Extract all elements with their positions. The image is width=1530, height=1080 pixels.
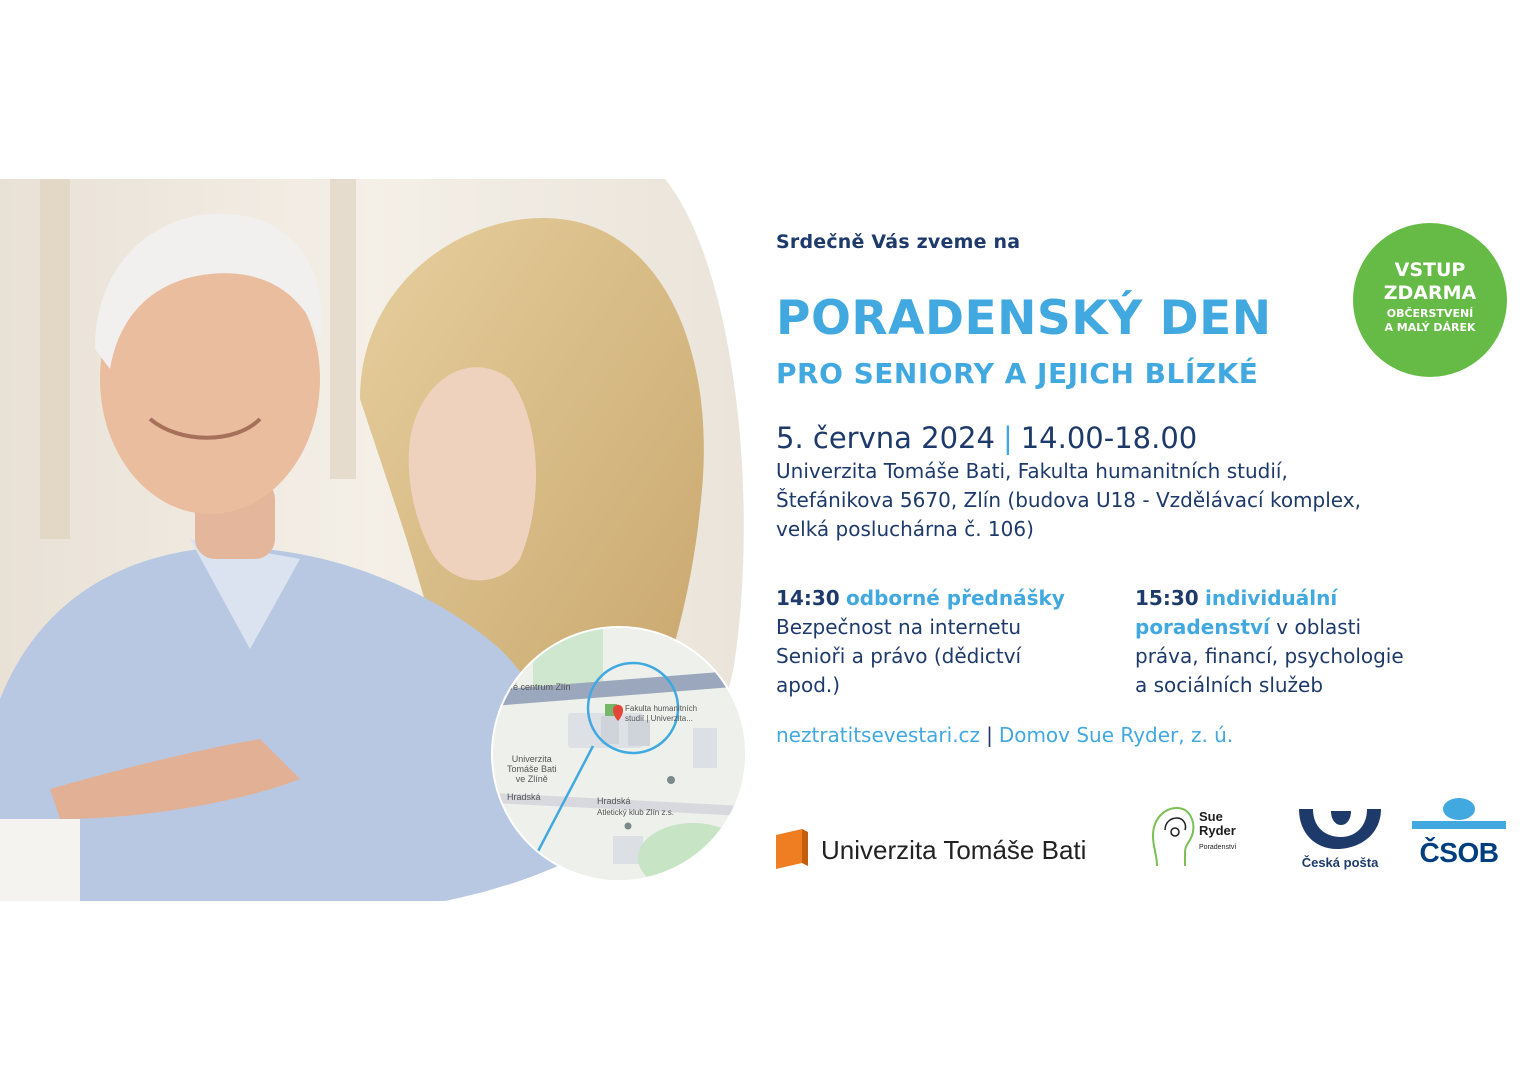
address-line: velká posluchárna č. 106): [776, 517, 1034, 541]
location-map[interactable]: [493, 628, 745, 880]
sue-ryder-logo: [1149, 804, 1249, 874]
program-title-cont: poradenství: [1135, 615, 1270, 639]
badge-line: OBČERSTVENÍ: [1386, 307, 1474, 320]
event-time: 14.00-18.00: [1020, 421, 1198, 455]
invitation-text: Srdečně Vás zveme na: [776, 231, 1021, 253]
event-title: PORADENSKÝ DEN: [776, 291, 1272, 346]
map-label-university: Univerzita Tomáše Bati ve Zlíně: [507, 754, 557, 784]
map-label-street1: Hradská: [507, 792, 541, 802]
event-content: [776, 179, 1516, 901]
event-subtitle: PRO SENIORY A JEJICH BLÍZKÉ: [776, 357, 1259, 390]
program-line: v oblasti: [1276, 615, 1362, 639]
map-label-faculty: Fakulta humanitních studií | Univerzita...: [625, 704, 698, 723]
program-line: apod.): [776, 673, 841, 697]
event-address: [776, 457, 1466, 544]
utb-logo-text: Univerzita Tomáše Bati: [821, 835, 1087, 865]
map-label-street2: Hradská: [597, 796, 631, 806]
contact-links: [776, 723, 1233, 747]
sue-ryder-name: Sue: [1199, 809, 1223, 824]
program-title: odborné přednášky: [846, 586, 1065, 610]
sue-ryder-head-icon: [1149, 804, 1197, 870]
sue-ryder-tagline: Poradenství: [1199, 844, 1237, 851]
date-time: [776, 421, 1197, 455]
program-lectures: [776, 584, 1116, 700]
website-link[interactable]: neztratitsevestari.cz: [776, 723, 981, 747]
organizer-link[interactable]: Domov Sue Ryder, z. ú.: [998, 723, 1234, 747]
program-line: práva, financí, psychologie: [1135, 644, 1404, 668]
address-line: Univerzita Tomáše Bati, Fakulta humanitních studií,: [776, 459, 1288, 483]
ceska-posta-logo: [1295, 805, 1385, 875]
badge-line: VSTUP: [1394, 259, 1466, 281]
ceska-posta-text: Česká pošta: [1301, 855, 1379, 870]
utb-book-icon: [776, 829, 808, 869]
event-date: 5. června 2024: [776, 421, 995, 455]
csob-logo: [1412, 797, 1506, 872]
date-separator: |: [1002, 421, 1013, 455]
address-line: Štefánikova 5670, Zlín (budova U18 - Vzdělávací komplex,: [776, 488, 1361, 512]
links-separator: |: [986, 723, 993, 747]
badge-line: A MALÝ DÁREK: [1384, 321, 1476, 334]
program-counseling: [1135, 584, 1495, 700]
csob-text: ČSOB: [1419, 837, 1499, 868]
program-time: 14:30: [776, 586, 840, 610]
sue-ryder-name: Ryder: [1199, 823, 1236, 838]
event-banner: [0, 179, 1530, 901]
program-line: a sociálních služeb: [1135, 673, 1324, 697]
hero-photo: [0, 179, 745, 901]
post-horn-icon: [1295, 805, 1385, 853]
free-entry-badge: [1353, 223, 1507, 377]
badge-line: ZDARMA: [1383, 282, 1477, 304]
map-label-sports: sové centrum Zlín: [499, 682, 571, 692]
map-label-club: Atletický klub Zlín z.s.: [597, 808, 674, 817]
program-line: Bezpečnost na internetu: [776, 615, 1022, 639]
program-line: Senioři a právo (dědictví: [776, 644, 1022, 668]
program-time: 15:30: [1135, 586, 1199, 610]
csob-mark-icon: [1412, 797, 1506, 837]
program-title: individuální: [1205, 586, 1338, 610]
